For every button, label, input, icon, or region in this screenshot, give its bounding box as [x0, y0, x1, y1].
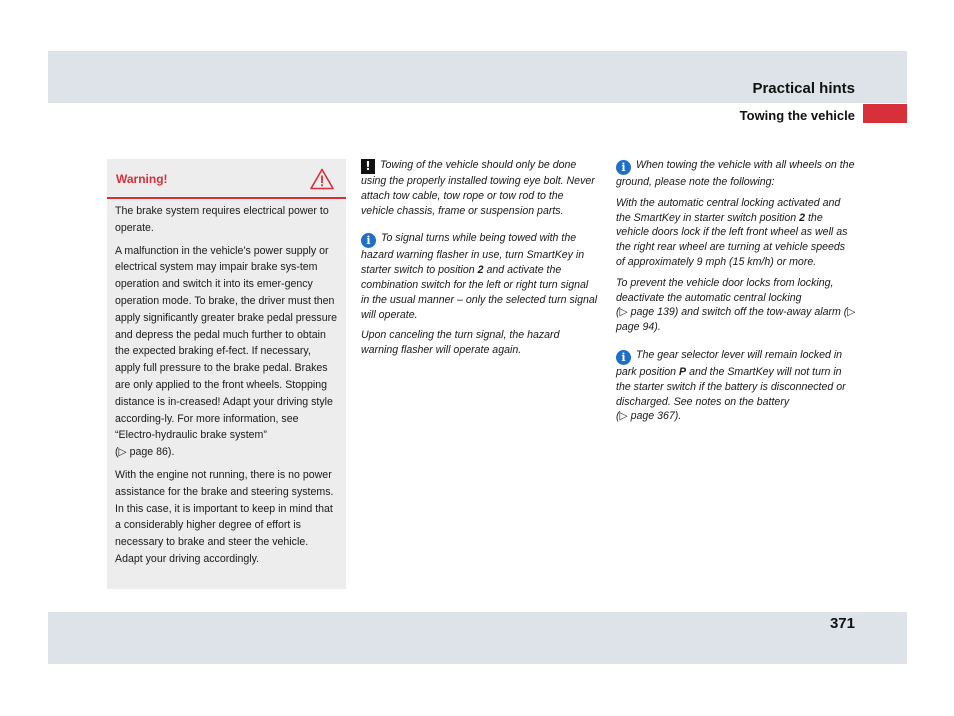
warning-box [107, 159, 346, 589]
paragraph-text: To prevent the vehicle door locks from locking, deactivate the automatic central locking [616, 276, 834, 304]
notice-text: Towing of the vehicle should only be done using the properly installed towing eye bolt. Never attach tow cable, tow rope or tow rod to the vehicle chassis, frame or suspension parts. [361, 159, 595, 217]
notice-paragraph [361, 158, 599, 218]
paragraph-text: With the automatic central locking activated and the SmartKey in starter switch position [616, 196, 841, 224]
warning-header [107, 159, 346, 199]
info-icon: i [361, 233, 376, 248]
info-text: To signal turns while being towed with the hazard warning flasher in use, turn SmartKey in starter switch to position [361, 232, 585, 277]
page-number: 371 [829, 615, 855, 632]
info-text: The gear selector lever will remain locked in park position [616, 348, 843, 378]
key-position: 2 [477, 264, 484, 277]
paragraph-text: the vehicle doors lock if the left front wheel as well as the right rear wheel are turning at vehicle speeds of approximately 9 mph (15 km/h) or more. [616, 211, 848, 268]
warning-page-reference: (▷ page 86). [115, 446, 175, 459]
warning-paragraph: With the engine not running, there is no power assistance for the brake and steering systems. In this case, it is important to keep in mind that a considerably higher degree of effort is necessary to brake and steer the vehicle. Adapt your driving accordingly. [115, 468, 334, 565]
info-text: and the SmartKey will not turn in the starter switch if the battery is disconnected or discharged. See notes on the battery [616, 365, 846, 408]
key-position: 2 [799, 211, 806, 224]
warning-body [107, 199, 346, 568]
central-locking-paragraph [616, 196, 856, 270]
page-reference-text: (▷ page 367). [616, 410, 682, 423]
column-towing-notes [361, 158, 599, 364]
info-text: and activate the combination switch for the left or right turn signal in the usual manner – only the selected turn signal will operate. [361, 264, 598, 321]
info-paragraph [616, 158, 856, 190]
footer-band [48, 612, 907, 664]
section-title: Practical hints [752, 80, 855, 97]
exclamation-icon: ! [361, 159, 375, 174]
warning-triangle-icon [310, 168, 334, 190]
info-icon: i [616, 160, 631, 175]
info-paragraph [361, 231, 599, 322]
info-text: When towing the vehicle with all wheels on the ground, please note the following: [616, 159, 855, 188]
column-wheels-on-ground [616, 158, 856, 430]
page-reference-text: (▷ page 139) and switch off the tow-away alarm (▷ page 94). [616, 306, 856, 334]
door-lock-paragraph [616, 276, 856, 335]
gear-position: P [679, 365, 687, 378]
warning-paragraph: The brake system requires electrical power to operate. [115, 205, 329, 234]
warning-paragraph: A malfunction in the vehicle’s power supply or electrical system may impair brake sys-tem operation and switch it into its emer-gency operation mode. To brake, the driver must then apply significantly greater brake pedal pressure and depress the pedal much further to obtain the expected braking ef-fect. If necessary, apply full pressure to the brake pedal. Brakes are only applied to the front wheels. Stopping distance is in-creased! Adapt your driving style according-ly. For more information, see “Electro-hydraulic brake system” [115, 244, 338, 442]
subsection-title: Towing the vehicle [739, 108, 855, 123]
section-tab-marker [863, 104, 907, 123]
info-icon: i [616, 350, 631, 365]
info-followup: Upon canceling the turn signal, the hazard warning flasher will operate again. [361, 329, 560, 357]
warning-title: Warning! [116, 172, 168, 186]
info-paragraph [616, 348, 856, 424]
